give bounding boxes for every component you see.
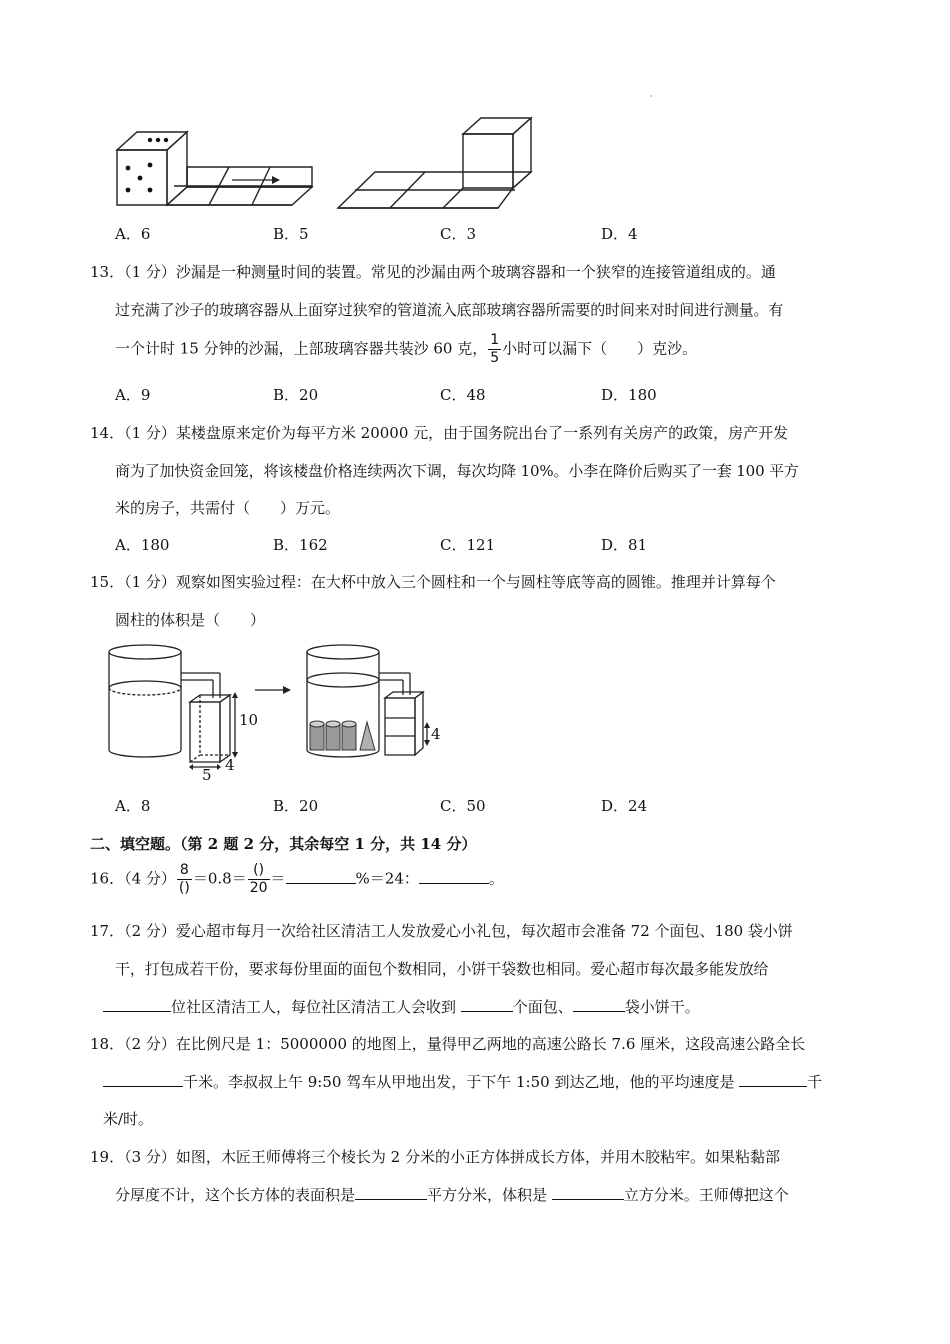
q17-number: 17． bbox=[90, 922, 125, 940]
q18-score: （2 分） bbox=[124, 1035, 176, 1053]
q15-option-b[interactable]: B．20 bbox=[273, 797, 319, 815]
q15-option-a[interactable]: A．8 bbox=[115, 797, 151, 815]
q19-text2c: 立方分米。王师傅把这个 bbox=[623, 1186, 789, 1204]
q18-text2a: 千米。李叔叔上午 9:50 驾车从甲地出发，于下午 1:50 到达乙地，他的平均速度是 bbox=[183, 1073, 740, 1091]
q18-line1 bbox=[90, 1033, 805, 1054]
q19-text2a: 分厚度不计，这个长方体的表面积是 bbox=[115, 1186, 356, 1204]
q13-score: （1 分） bbox=[124, 263, 176, 281]
q15-label-4b: 4 bbox=[431, 725, 441, 743]
q19-line2 bbox=[115, 1184, 789, 1205]
q15-figure-experiment bbox=[105, 640, 455, 780]
q13-number: 13． bbox=[90, 263, 125, 281]
q13-option-d[interactable]: D．180 bbox=[601, 386, 657, 404]
q16-f2-num: () bbox=[248, 862, 270, 880]
q13-text3a: 一个计时 15 分钟的沙漏，上部玻璃容器共装沙 60 克， bbox=[115, 339, 488, 358]
q14-score: （1 分） bbox=[124, 424, 176, 442]
q19-text2b: 平方分米，体积是 bbox=[427, 1186, 552, 1204]
q13-line1 bbox=[90, 261, 776, 282]
q19-blank-2[interactable] bbox=[552, 1185, 624, 1200]
q15-option-d[interactable]: D．24 bbox=[601, 797, 648, 815]
q13-line2: 过充满了沙子的玻璃容器从上面穿过狭窄的管道流入底部玻璃容器所需要的时间来对时间进行测量。有 bbox=[115, 301, 784, 319]
q14-line1 bbox=[90, 422, 788, 443]
q17-text1: 爱心超市每月一次给社区清洁工人发放爱心小礼包，每次超市会准备 72 个面包、180 袋小饼 bbox=[175, 922, 793, 940]
q16-f1-num: 8 bbox=[177, 862, 192, 880]
q14-option-a[interactable]: A．180 bbox=[115, 536, 170, 554]
q12-option-c[interactable]: C．3 bbox=[440, 225, 477, 243]
q17-blank-3[interactable] bbox=[573, 997, 625, 1012]
q16-fraction-1 bbox=[177, 862, 192, 897]
q17-blank-2[interactable] bbox=[461, 997, 513, 1012]
q16-number: 16． bbox=[90, 869, 125, 888]
q13-text3b: 小时可以漏下（ ）克沙。 bbox=[502, 339, 698, 358]
q15-label-4a: 4 bbox=[225, 756, 235, 774]
stray-dot: · bbox=[650, 92, 653, 101]
q18-blank-1[interactable] bbox=[103, 1072, 183, 1087]
q12-option-a[interactable]: A．6 bbox=[115, 225, 151, 243]
q16-line bbox=[90, 862, 504, 897]
q17-line3 bbox=[103, 996, 700, 1017]
section-2-title: 二、填空题。（第 2 题 2 分，其余每空 1 分，共 14 分） bbox=[90, 835, 477, 853]
q15-option-c[interactable]: C．50 bbox=[440, 797, 486, 815]
q16-f2-den: 20 bbox=[249, 880, 268, 896]
q15-line1 bbox=[90, 571, 776, 592]
q12-figure-dice-net bbox=[112, 120, 322, 210]
q17-line1 bbox=[90, 920, 793, 941]
q15-number: 15． bbox=[90, 573, 125, 591]
q16-mid2: ＝ bbox=[270, 869, 286, 888]
q16-f1-den: () bbox=[178, 880, 190, 896]
q13-option-c[interactable]: C．48 bbox=[440, 386, 486, 404]
q18-text1: 在比例尺是 1：5000000 的地图上，量得甲乙两地的高速公路长 7.6 厘米，这段高速公路全长 bbox=[175, 1035, 806, 1053]
q19-line1 bbox=[90, 1146, 780, 1167]
q13-option-b[interactable]: B．20 bbox=[273, 386, 319, 404]
q15-score: （1 分） bbox=[124, 573, 176, 591]
q14-number: 14． bbox=[90, 424, 125, 442]
q13-frac-den: 5 bbox=[490, 350, 500, 366]
q13-frac-num: 1 bbox=[490, 332, 500, 348]
q17-text3c: 袋小饼干。 bbox=[624, 998, 700, 1016]
q13-fraction bbox=[488, 332, 501, 367]
q17-blank-1[interactable] bbox=[103, 997, 171, 1012]
q17-text3b: 个面包、 bbox=[512, 998, 573, 1016]
q13-text1: 沙漏是一种测量时间的装置。常见的沙漏由两个玻璃容器和一个狭窄的连接管道组成的。通 bbox=[175, 263, 776, 281]
q17-score: （2 分） bbox=[124, 922, 176, 940]
q19-score: （3 分） bbox=[124, 1148, 176, 1166]
q14-text1: 某楼盘原来定价为每平方米 20000 元，由于国务院出台了一系列有关房产的政策，房产开发 bbox=[175, 424, 789, 442]
q17-text3a: 位社区清洁工人，每位社区清洁工人会收到 bbox=[171, 998, 461, 1016]
q12-figure-cube-net bbox=[335, 114, 545, 214]
q18-text2b: 千 bbox=[807, 1073, 823, 1091]
q15-line2: 圆柱的体积是（ ） bbox=[115, 611, 266, 629]
q14-line2: 商为了加快资金回笼，将该楼盘价格连续两次下调，每次均降 10%。小李在降价后购买了一套 100 平方 bbox=[115, 462, 799, 480]
q16-blank-1[interactable] bbox=[286, 869, 356, 884]
q12-option-b[interactable]: B．5 bbox=[273, 225, 309, 243]
q15-text1: 观察如图实验过程：在大杯中放入三个圆柱和一个与圆柱等底等高的圆锥。推理并计算每个 bbox=[175, 573, 776, 591]
q19-text1: 如图，木匠王师傅将三个棱长为 2 分米的小正方体拼成长方体，并用木胶粘牢。如果粘黏部 bbox=[175, 1148, 780, 1166]
q16-end: 。 bbox=[488, 869, 504, 888]
q15-label-5: 5 bbox=[202, 766, 212, 780]
q16-score: （4 分） bbox=[124, 869, 176, 888]
q19-blank-1[interactable] bbox=[355, 1185, 427, 1200]
q13-option-a[interactable]: A．9 bbox=[115, 386, 151, 404]
q18-number: 18． bbox=[90, 1035, 125, 1053]
q18-blank-2[interactable] bbox=[739, 1072, 807, 1087]
q14-option-b[interactable]: B．162 bbox=[273, 536, 328, 554]
q16-blank-2[interactable] bbox=[419, 869, 489, 884]
q15-label-10: 10 bbox=[239, 711, 259, 729]
q16-fraction-2 bbox=[248, 862, 270, 897]
q14-option-d[interactable]: D．81 bbox=[601, 536, 648, 554]
q18-line3: 米/时。 bbox=[103, 1110, 154, 1128]
q19-number: 19． bbox=[90, 1148, 125, 1166]
q14-line3: 米的房子，共需付（ ）万元。 bbox=[115, 499, 341, 517]
q17-line2: 干，打包成若干份，要求每份里面的面包个数相同，小饼干袋数也相同。爱心超市每次最多能发放给 bbox=[115, 960, 769, 978]
q13-line3 bbox=[115, 332, 697, 367]
q14-option-c[interactable]: C．121 bbox=[440, 536, 496, 554]
q16-mid1: ＝0.8＝ bbox=[192, 869, 247, 888]
q12-option-d[interactable]: D．4 bbox=[601, 225, 638, 243]
q18-line2 bbox=[103, 1071, 822, 1092]
q16-mid3: %＝24： bbox=[355, 869, 419, 888]
